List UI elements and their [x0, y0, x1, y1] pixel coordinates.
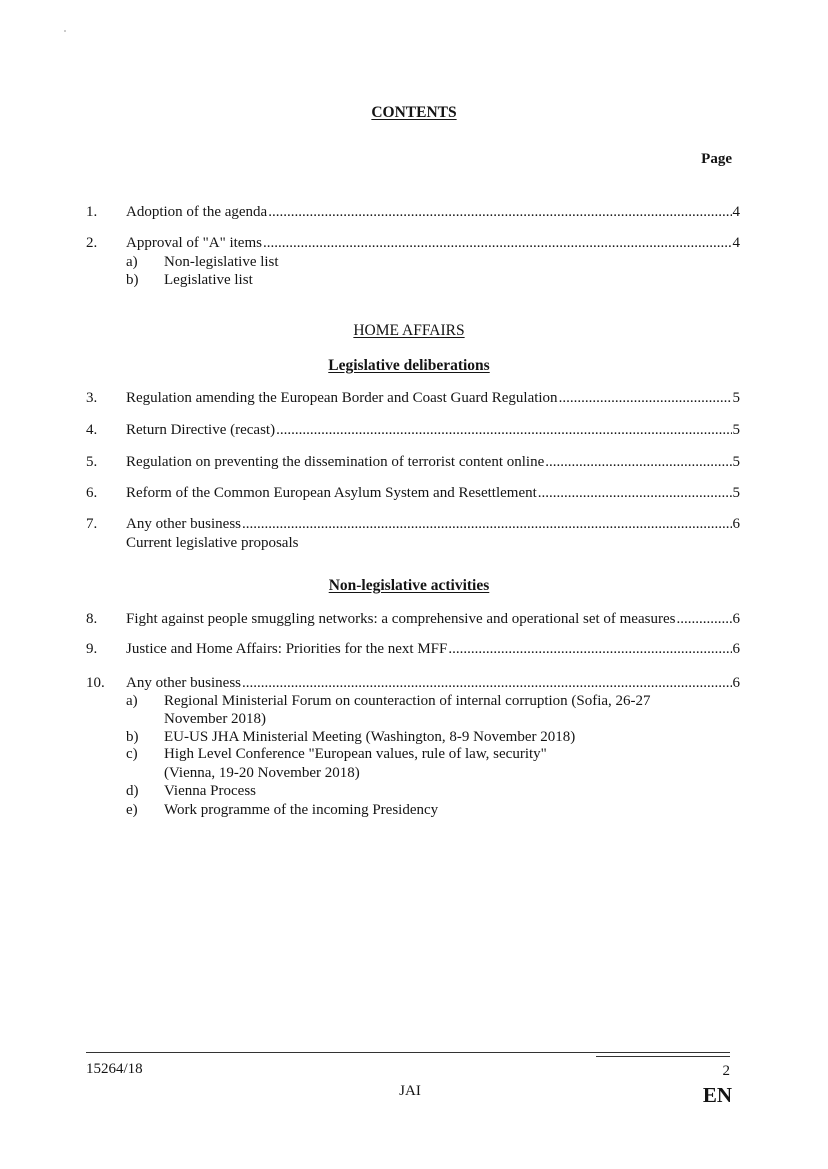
entry-text: Fight against people smuggling networks: a comprehensive and operational set of measures — [126, 611, 676, 627]
entry-page-number: 6 — [732, 611, 740, 627]
entry-text: Justice and Home Affairs: Priorities for the next MFF — [126, 641, 448, 657]
dot-leader — [448, 640, 731, 658]
item-number: 6. — [86, 485, 98, 501]
entry-text: Any other business — [126, 516, 241, 532]
dot-leader — [268, 203, 731, 221]
entry-page-number: 6 — [732, 641, 740, 657]
dot-leader — [538, 484, 732, 502]
toc-entry-return-directive[interactable] — [126, 421, 740, 439]
item-number: 10. — [86, 675, 105, 691]
item-number: 3. — [86, 390, 98, 406]
toc-entry-terrorist-content[interactable] — [126, 453, 740, 471]
toc-entry-any-other-business-non-legislative[interactable] — [126, 674, 740, 692]
footer-page-rule — [596, 1056, 730, 1057]
entry-page-number: 6 — [732, 675, 740, 691]
dot-leader — [559, 389, 732, 407]
dot-leader — [545, 453, 731, 471]
entry-text: Regulation amending the European Border and Coast Guard Regulation — [126, 390, 558, 406]
item-number: 8. — [86, 611, 98, 627]
entry-text: Regulation on preventing the dissemination of terrorist content online — [126, 454, 545, 470]
dot-leader — [676, 610, 731, 628]
item-number: 2. — [86, 235, 98, 251]
item-number: 4. — [86, 422, 98, 438]
entry-page-number: 4 — [732, 235, 740, 251]
subitem-letter: a) — [126, 254, 138, 270]
document-number: 15264/18 — [86, 1061, 143, 1077]
entry-text: Reform of the Common European Asylum System and Resettlement — [126, 485, 537, 501]
entry-text: Any other business — [126, 675, 241, 691]
subitem-letter: a) — [126, 693, 138, 709]
entry-page-number: 5 — [732, 422, 740, 438]
section-home-affairs: HOME AFFAIRS — [353, 322, 465, 339]
entry-page-number: 6 — [732, 516, 740, 532]
dot-leader — [242, 515, 732, 533]
toc-entry-any-other-business-legislative[interactable] — [126, 515, 740, 533]
subitem-letter: b) — [126, 729, 139, 745]
toc-entry-border-coast-guard[interactable] — [126, 389, 740, 407]
subitem-text: Vienna Process — [164, 783, 256, 799]
subitem-letter: d) — [126, 783, 139, 799]
page-number: 2 — [722, 1063, 730, 1079]
toc-entry-adoption-of-agenda[interactable] — [126, 203, 740, 221]
entry-text: Approval of "A" items — [126, 235, 262, 251]
dot-leader — [276, 421, 731, 439]
dot-leader — [242, 674, 732, 692]
subitem-text: EU-US JHA Ministerial Meeting (Washington, 8-9 November 2018) — [164, 729, 576, 745]
toc-entry-jha-priorities-mff[interactable] — [126, 640, 740, 658]
heading-non-legislative-activities: Non-legislative activities — [328, 577, 490, 594]
subitem-text: Legislative list — [164, 272, 253, 288]
toc-entry-approval-of-a-items[interactable] — [126, 234, 740, 252]
page-column-heading: Page — [701, 151, 732, 167]
entry-text: Adoption of the agenda — [126, 204, 268, 220]
subitem-text-continued: (Vienna, 19-20 November 2018) — [164, 765, 360, 781]
entry-note: Current legislative proposals — [126, 535, 299, 551]
scan-speck — [64, 30, 66, 32]
language-code: EN — [702, 1083, 732, 1107]
item-number: 1. — [86, 204, 98, 220]
entry-text: Return Directive (recast) — [126, 422, 276, 438]
item-number: 9. — [86, 641, 98, 657]
subitem-text: High Level Conference "European values, rule of law, security" — [164, 746, 547, 762]
item-number: 5. — [86, 454, 98, 470]
footer-rule — [86, 1052, 730, 1053]
contents-title: CONTENTS — [371, 104, 457, 121]
entry-page-number: 4 — [732, 204, 740, 220]
item-number: 7. — [86, 516, 98, 532]
subitem-text: Regional Ministerial Forum on counteraction of internal corruption (Sofia, 26-27 — [164, 693, 651, 709]
entry-page-number: 5 — [732, 390, 740, 406]
dot-leader — [263, 234, 732, 252]
department-code: JAI — [399, 1083, 421, 1099]
subitem-letter: b) — [126, 272, 139, 288]
toc-entry-asylum-system[interactable] — [126, 484, 740, 502]
subitem-text-continued: November 2018) — [164, 711, 267, 727]
entry-page-number: 5 — [732, 485, 740, 501]
entry-page-number: 5 — [732, 454, 740, 470]
subitem-letter: c) — [126, 746, 138, 762]
toc-entry-people-smuggling[interactable] — [126, 610, 740, 628]
subitem-text: Work programme of the incoming Presidency — [164, 802, 439, 818]
subitem-letter: e) — [126, 802, 138, 818]
heading-legislative-deliberations: Legislative deliberations — [328, 357, 490, 374]
subitem-text: Non-legislative list — [164, 254, 279, 270]
